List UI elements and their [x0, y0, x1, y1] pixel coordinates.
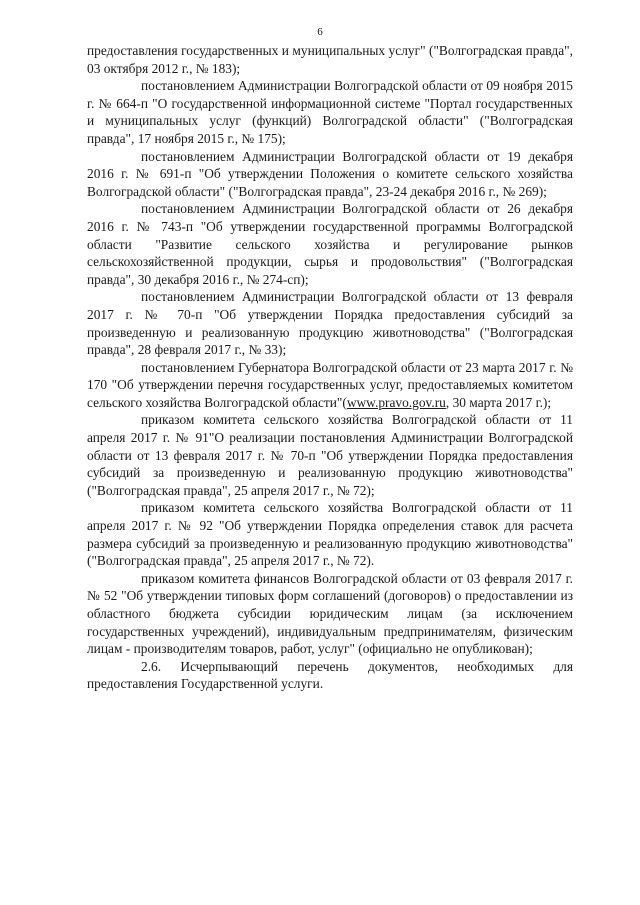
paragraph-order-92: приказом комитета сельского хозяйства Волгоградской области от 11 апреля 2017 г. № 92 "Об утверждении Порядка определения ставок для расчета размера субсидий за произведенную и реализованную продукцию животноводства" ("Волгоградская правда", 25 апреля 2017 г., № 72).: [87, 500, 573, 569]
paragraph-text-after-link: , 30 марта 2017 г.);: [445, 394, 552, 410]
pravo-gov-link[interactable]: www.pravo.gov.ru: [346, 394, 446, 410]
paragraph-services-law: предоставления государственных и муниципальных услуг" ("Волгоградская правда", 03 октября 2012 г., № 183);: [87, 43, 573, 76]
paragraph-governor-resolution-170: [87, 359, 573, 412]
document-body: [87, 42, 573, 693]
paragraph-finance-order-52: приказом комитета финансов Волгоградской области от 03 февраля 2017 г. № 52 "Об утверждении типовых форм соглашений (договоров) о предоставлении из областного бюджета субсидии юридическим лицам (за исключением государственных учреждений), индивидуальным предпринимателям, физическим лицам - производителям товаров, работ, услуг" (официально не опубликован);: [87, 570, 573, 657]
paragraph-resolution-70p: постановлением Администрации Волгоградской области от 13 февраля 2017 г. № 70-п "Об утверждении Порядка предоставления субсидий за произведенную и реализованную продукцию животноводства" ("Волгоградская правда", 28 февраля 2017 г., № 33);: [87, 289, 573, 358]
page-number: 6: [317, 26, 323, 38]
paragraph-resolution-743p: постановлением Администрации Волгоградской области от 26 декабря 2016 г. № 743-п "Об утверждении государственной программы Волгоградской области "Развитие сельского хозяйства и регулирование рынков сельскохозяйственной продукции, сырья и продовольствия" ("Волгоградская правда", 30 декабря 2016 г., № 274-сп);: [87, 201, 573, 287]
paragraph-order-91: приказом комитета сельского хозяйства Волгоградской области от 11 апреля 2017 г. № 91"О реализации постановления Администрации Волгоградской области от 13 февраля 2017 г. № 70-п "Об утверждении Порядка предоставления субсидий за произведенную и реализованную продукцию животноводства" ("Волгоградская правда", 25 апреля 2017 г., № 72);: [87, 412, 573, 498]
paragraph-resolution-664p: постановлением Администрации Волгоградской области от 09 ноября 2015 г. № 664-п "О государственной информационной системе "Портал государственных и муниципальных услуг (функций) Волгоградской области" ("Волгоградская правда", 17 ноября 2015 г., № 175);: [87, 78, 573, 146]
paragraph-text-before-link: постановлением Губернатора Волгоградской области от 23 марта 2017 г. № 170 "Об утверждении перечня государственных услуг, предоставляемых комитетом сельского хозяйства Волгоградской области"(: [87, 359, 573, 410]
paragraph-section-2-6: 2.6. Исчерпывающий перечень документов, необходимых для предоставления Государственной услуги.: [87, 658, 573, 692]
paragraph-resolution-691p: постановлением Администрации Волгоградской области от 19 декабря 2016 г. № 691-п "Об утверждении Положения о комитете сельского хозяйства Волгоградской области" ("Волгоградская правда", 23-24 декабря 2016 г., № 269);: [87, 148, 573, 199]
